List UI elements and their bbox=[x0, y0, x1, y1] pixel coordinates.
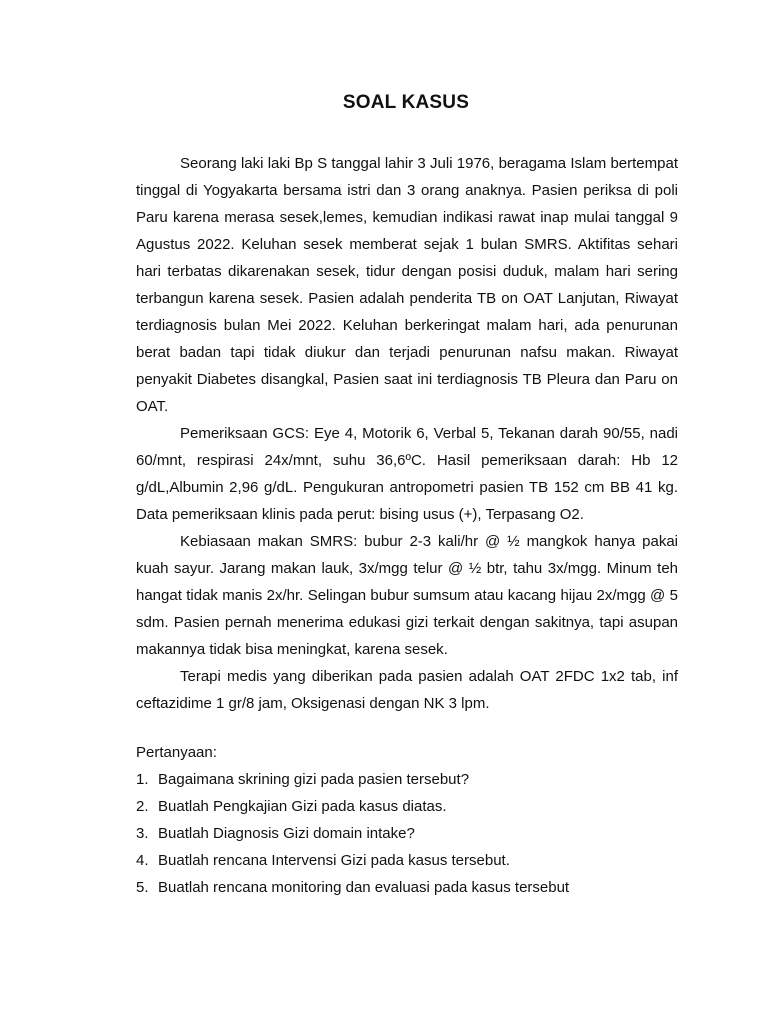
question-item bbox=[136, 820, 678, 847]
paragraph-therapy: Terapi medis yang diberikan pada pasien adalah OAT 2FDC 1x2 tab, inf ceftazidime 1 gr/8 jam, Oksigenasi dengan NK 3 lpm. bbox=[136, 668, 678, 712]
questions-heading: Pertanyaan: bbox=[136, 744, 217, 761]
paragraph-examination: Pemeriksaan GCS: Eye 4, Motorik 6, Verbal 5, Tekanan darah 90/55, nadi 60/mnt, respirasi 24x/mnt, suhu 36,6ºC. Hasil pemeriksaan darah: Hb 12 g/dL,Albumin 2,96 g/dL. Pengukuran antropometri pasien TB 152 cm BB 41 kg. Data pemeriksaan klinis pada perut: bising usus (+), Terpasang O2. bbox=[136, 425, 678, 523]
question-number: 3. bbox=[136, 825, 149, 842]
question-text: Buatlah Diagnosis Gizi domain intake? bbox=[158, 825, 415, 842]
document-title: SOAL KASUS bbox=[342, 92, 470, 113]
question-item bbox=[136, 793, 678, 820]
question-text: Buatlah rencana monitoring dan evaluasi pada kasus tersebut bbox=[158, 879, 570, 896]
questions-section bbox=[136, 739, 678, 901]
question-item bbox=[136, 874, 678, 901]
question-item bbox=[136, 847, 678, 874]
questions-list bbox=[136, 766, 678, 901]
paragraph-eating-habits: Kebiasaan makan SMRS: bubur 2-3 kali/hr @ ½ mangkok hanya pakai kuah sayur. Jarang makan lauk, 3x/mgg telur @ ½ btr, tahu 3x/mgg. Minum teh hangat tidak manis 2x/hr. Selingan bubur sumsum atau kacang hijau 2x/mgg @ 5 sdm. Pasien pernah menerima edukasi gizi terkait dengan sakitnya, tapi asupan makannya tidak bisa meningkat, karena sesek. bbox=[136, 533, 678, 658]
question-number: 2. bbox=[136, 798, 149, 815]
question-text: Bagaimana skrining gizi pada pasien tersebut? bbox=[158, 771, 470, 788]
case-description bbox=[136, 150, 678, 717]
question-text: Buatlah rencana Intervensi Gizi pada kasus tersebut. bbox=[158, 852, 510, 869]
question-number: 5. bbox=[136, 879, 149, 896]
question-number: 1. bbox=[136, 771, 149, 788]
question-number: 4. bbox=[136, 852, 149, 869]
question-item bbox=[136, 766, 678, 793]
question-text: Buatlah Pengkajian Gizi pada kasus diatas. bbox=[158, 798, 447, 815]
paragraph-patient-history: Seorang laki laki Bp S tanggal lahir 3 Juli 1976, beragama Islam bertempat tinggal di Yogyakarta bersama istri dan 3 orang anaknya. Pasien periksa di poli Paru karena merasa sesek,lemes, kemudian indikasi rawat inap mulai tanggal 9 Agustus 2022. Keluhan sesek memberat sejak 1 bulan SMRS. Aktifitas sehari hari terbatas dikarenakan sesek, tidur dengan posisi duduk, malam hari sering terbangun karena sesek. Pasien adalah penderita TB on OAT Lanjutan, Riwayat terdiagnosis bulan Mei 2022. Keluhan berkeringat malam hari, ada penurunan berat badan tapi tidak diukur dan terjadi penurunan nafsu makan. Riwayat penyakit Diabetes disangkal, Pasien saat ini terdiagnosis TB Pleura dan Paru on OAT. bbox=[136, 155, 678, 415]
